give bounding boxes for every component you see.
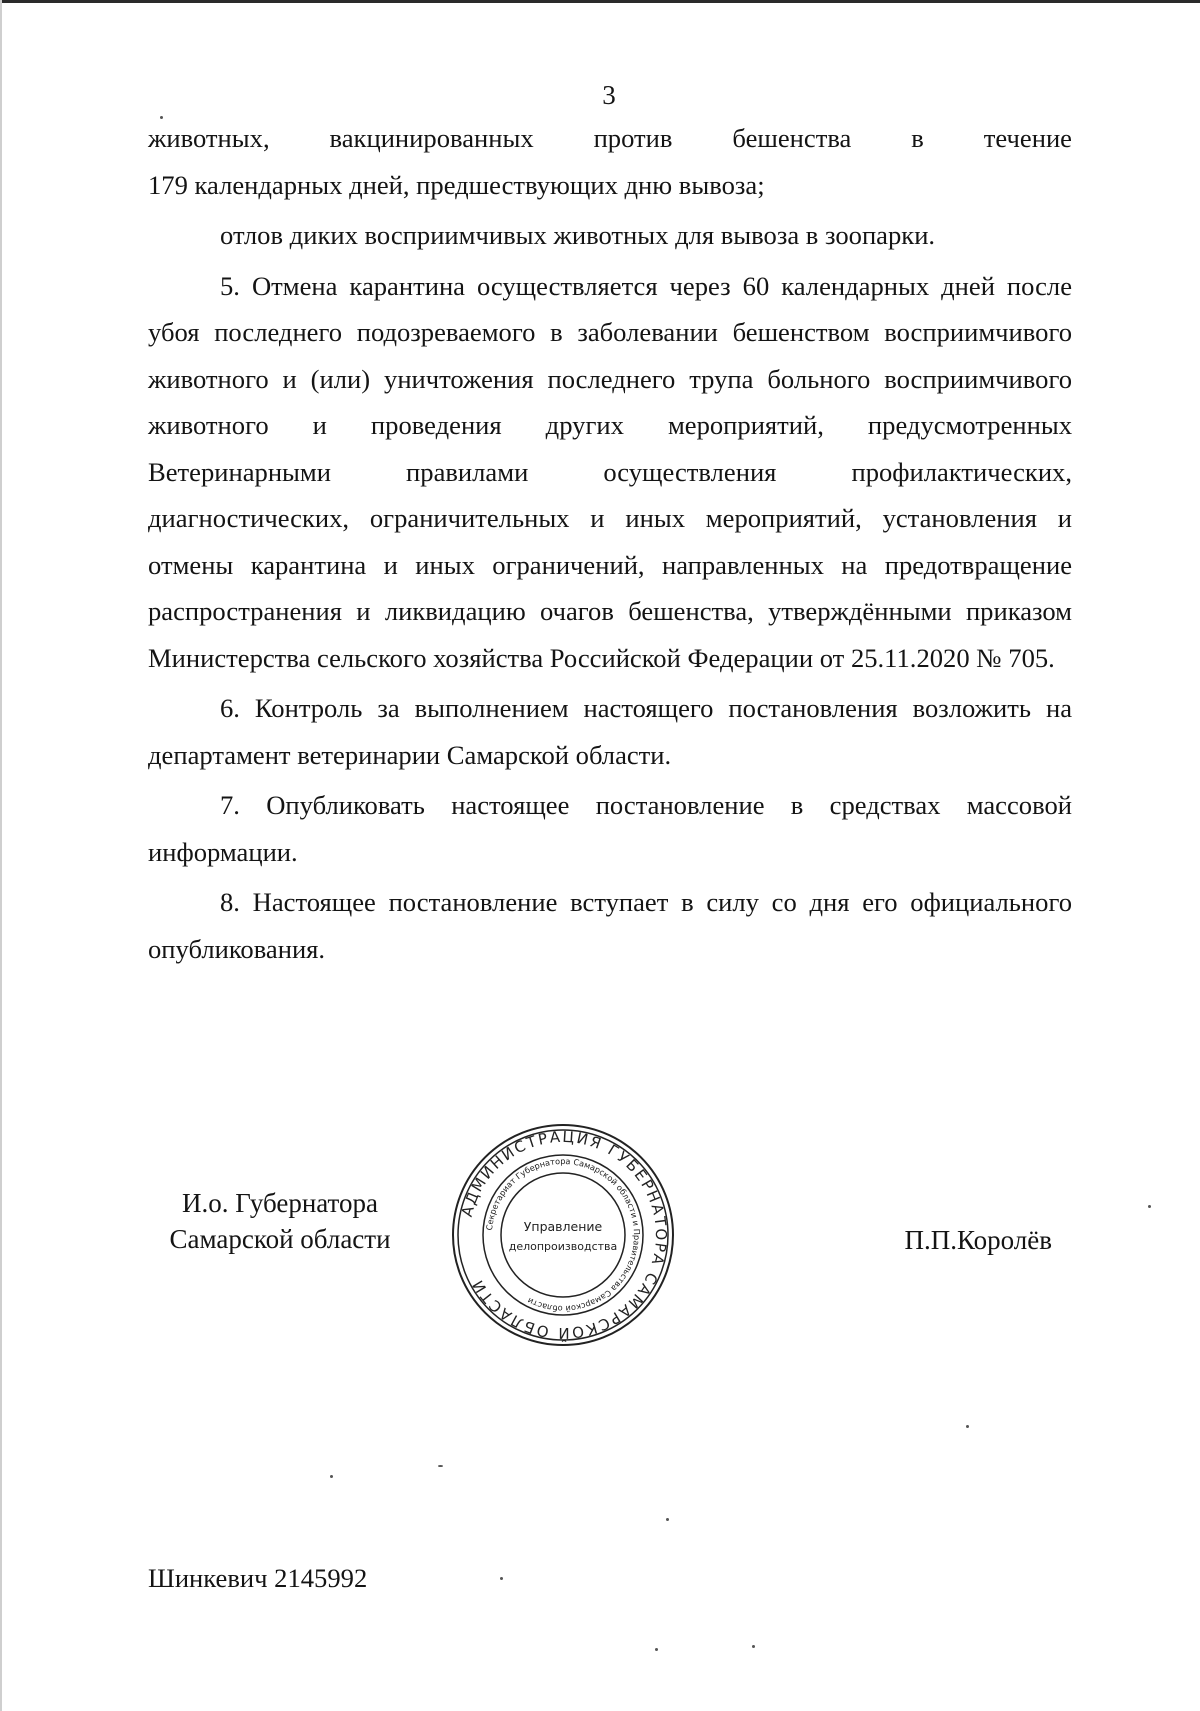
paragraph-item-7: 7. Опубликовать настоящее постановление в средствах массовой информации. xyxy=(148,790,1072,867)
signatory-position-line2: Самарской области xyxy=(169,1224,391,1254)
scan-left-edge xyxy=(0,0,2,1711)
signatory-position-line1: И.о. Губернатора xyxy=(181,1188,378,1218)
seal-inner-text: Секретариат Губернатора Самарской области и Правительства Самарской области xyxy=(484,1155,643,1315)
official-seal xyxy=(449,1121,677,1349)
scan-speck xyxy=(666,1518,669,1521)
scan-speck xyxy=(752,1645,755,1648)
paragraph-livestock-line2: 179 календарных дней, предшествующих дню вывоза; xyxy=(148,169,765,200)
seal-middle-ring xyxy=(483,1155,643,1315)
document-body xyxy=(148,115,1072,972)
paragraph-capture: отлов диких восприимчивых животных для вывоза в зоопарки. xyxy=(220,220,936,250)
scan-top-edge xyxy=(0,0,1200,3)
scan-speck xyxy=(655,1648,658,1651)
seal-inner-ring xyxy=(501,1173,625,1297)
signatory-position xyxy=(150,1185,410,1257)
scan-speck xyxy=(966,1425,969,1428)
scan-speck xyxy=(330,1475,333,1478)
seal-outer-text: АДМИНИСТРАЦИЯ ГУБЕРНАТОРА САМАРСКОЙ ОБЛАСТИ xyxy=(457,1127,671,1343)
seal-center-line1: Управление xyxy=(523,1219,603,1234)
scan-speck xyxy=(1148,1205,1151,1208)
paragraph-item-5: 5. Отмена карантина осуществляется через 60 календарных дней после убоя последнего подозреваемого в заболевании бешенством восприимчивого животного и (или) уничтожения последнего трупа больного восприимчивого животного и проведения других мероприятий, предусмотренных Ветеринарными правилами осуществления профилактических, диагностических, ограничительных и иных мероприятий, установления и отмены карантина и иных ограничений, направленных на предотвращение распространения и ликвидацию очагов бешенства, утверждёнными приказом Министерства сельского хозяйства Российской Федерации от 25.11.2020 № 705. xyxy=(148,270,1072,673)
executor-contact: Шинкевич 2145992 xyxy=(148,1563,368,1593)
seal-center-line2: делопроизводства xyxy=(508,1240,618,1253)
scan-speck xyxy=(160,116,163,119)
paragraph-item-6: 6. Контроль за выполнением настоящего постановления возложить на департамент ветеринарии Самарской области. xyxy=(148,693,1072,770)
page-number: 3 xyxy=(602,80,616,110)
paragraph-item-8: 8. Настоящее постановление вступает в силу со дня его официального опубликования. xyxy=(148,887,1072,964)
signatory-name: П.П.Королёв xyxy=(904,1225,1052,1255)
scan-speck xyxy=(438,1465,443,1467)
paragraph-livestock-line1: животных, вакцинированных против бешенства в течение xyxy=(148,123,1072,153)
scan-speck xyxy=(500,1577,503,1580)
